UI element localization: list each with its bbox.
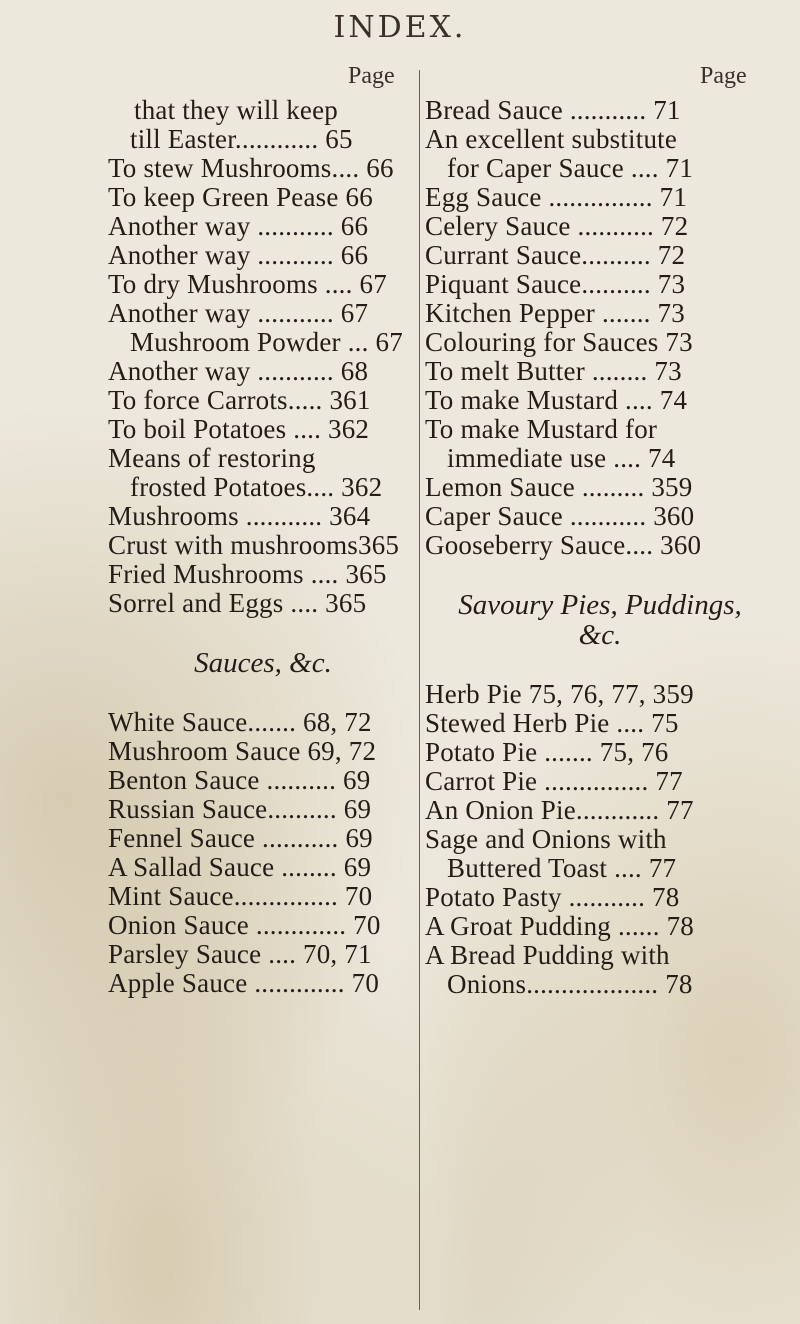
index-entry: To keep Green Pease 66 xyxy=(108,182,373,212)
index-entry: Gooseberry Sauce.... 360 xyxy=(425,530,702,560)
left-page-label: Page xyxy=(348,63,395,89)
index-entry: Onion Sauce ............. 70 xyxy=(108,910,381,940)
index-entry: Another way ........... 66 xyxy=(108,240,369,270)
index-entry: Caper Sauce ........... 360 xyxy=(425,501,695,531)
index-entry: Kitchen Pepper ....... 73 xyxy=(425,298,685,328)
index-entry: Celery Sauce ........... 72 xyxy=(425,211,689,241)
index-entry: Another way ........... 66 xyxy=(108,211,369,241)
index-entry: To melt Butter ........ 73 xyxy=(425,356,682,386)
index-entry: Piquant Sauce.......... 73 xyxy=(425,269,686,299)
index-entry: White Sauce....... 68, 72 xyxy=(108,707,372,737)
index-entry: To stew Mushrooms.... 66 xyxy=(108,153,394,183)
index-entry: Buttered Toast .... 77 xyxy=(447,853,677,883)
index-entry: Crust with mushrooms365 xyxy=(108,530,400,560)
section-heading: Sauces, &c. xyxy=(194,647,332,679)
section-heading: &c. xyxy=(578,619,622,651)
running-head: INDEX. xyxy=(333,10,467,45)
index-entry: Onions................... 78 xyxy=(447,969,693,999)
index-entry: Fennel Sauce ........... 69 xyxy=(108,823,373,853)
left-column xyxy=(108,96,418,998)
section-heading: Savoury Pies, Puddings, xyxy=(458,589,742,621)
index-entry: Colouring for Sauces 73 xyxy=(425,327,693,357)
index-entry: To boil Potatoes .... 362 xyxy=(108,414,370,444)
index-entry: To dry Mushrooms .... 67 xyxy=(108,269,387,299)
index-entry: Sage and Onions with xyxy=(425,824,667,854)
index-entry: To make Mustard .... 74 xyxy=(425,385,688,415)
index-entry: To make Mustard for xyxy=(425,414,658,444)
index-entry: Mint Sauce............... 70 xyxy=(108,881,373,911)
right-page-label: Page xyxy=(700,63,747,89)
right-column xyxy=(425,96,775,999)
index-entry: Mushrooms ........... 364 xyxy=(108,501,371,531)
index-entry: To force Carrots..... 361 xyxy=(108,385,371,415)
spacer xyxy=(108,618,418,648)
column-divider xyxy=(419,70,420,1310)
index-entry: for Caper Sauce .... 71 xyxy=(447,153,694,183)
index-entry: Bread Sauce ........... 71 xyxy=(425,95,681,125)
index-entry: Apple Sauce ............. 70 xyxy=(108,968,380,998)
index-entry: A Sallad Sauce ........ 69 xyxy=(108,852,372,882)
index-entry: Fried Mushrooms .... 365 xyxy=(108,559,387,589)
index-entry: Another way ........... 68 xyxy=(108,356,369,386)
index-entry: that they will keep xyxy=(134,95,338,125)
index-entry: Potato Pie ....... 75, 76 xyxy=(425,737,669,767)
index-entry: An excellent substitute xyxy=(425,124,678,154)
index-entry: Carrot Pie ............... 77 xyxy=(425,766,683,796)
index-entry: Means of restoring xyxy=(108,443,316,473)
spacer xyxy=(425,650,775,680)
index-entry: A Bread Pudding with xyxy=(425,940,670,970)
index-entry: Currant Sauce.......... 72 xyxy=(425,240,686,270)
index-entry: Herb Pie 75, 76, 77, 359 xyxy=(425,679,694,709)
index-entry: Russian Sauce.......... 69 xyxy=(108,794,372,824)
spacer xyxy=(425,560,775,590)
index-entry: Another way ........... 67 xyxy=(108,298,369,328)
index-entry: immediate use .... 74 xyxy=(447,443,676,473)
index-entry: An Onion Pie............ 77 xyxy=(425,795,694,825)
index-entry: Benton Sauce .......... 69 xyxy=(108,765,371,795)
index-entry: Parsley Sauce .... 70, 71 xyxy=(108,939,372,969)
index-entry: Mushroom Sauce 69, 72 xyxy=(108,736,377,766)
index-entry: frosted Potatoes.... 362 xyxy=(130,472,383,502)
index-entry: Lemon Sauce ......... 359 xyxy=(425,472,693,502)
spacer xyxy=(108,678,418,708)
index-entry: Potato Pasty ........... 78 xyxy=(425,882,680,912)
index-entry: till Easter............ 65 xyxy=(130,124,353,154)
index-entry: Egg Sauce ............... 71 xyxy=(425,182,688,212)
index-entry: Sorrel and Eggs .... 365 xyxy=(108,588,367,618)
index-entry: A Groat Pudding ...... 78 xyxy=(425,911,695,941)
index-entry: Mushroom Powder ... 67 xyxy=(130,327,403,357)
index-entry: Stewed Herb Pie .... 75 xyxy=(425,708,679,738)
